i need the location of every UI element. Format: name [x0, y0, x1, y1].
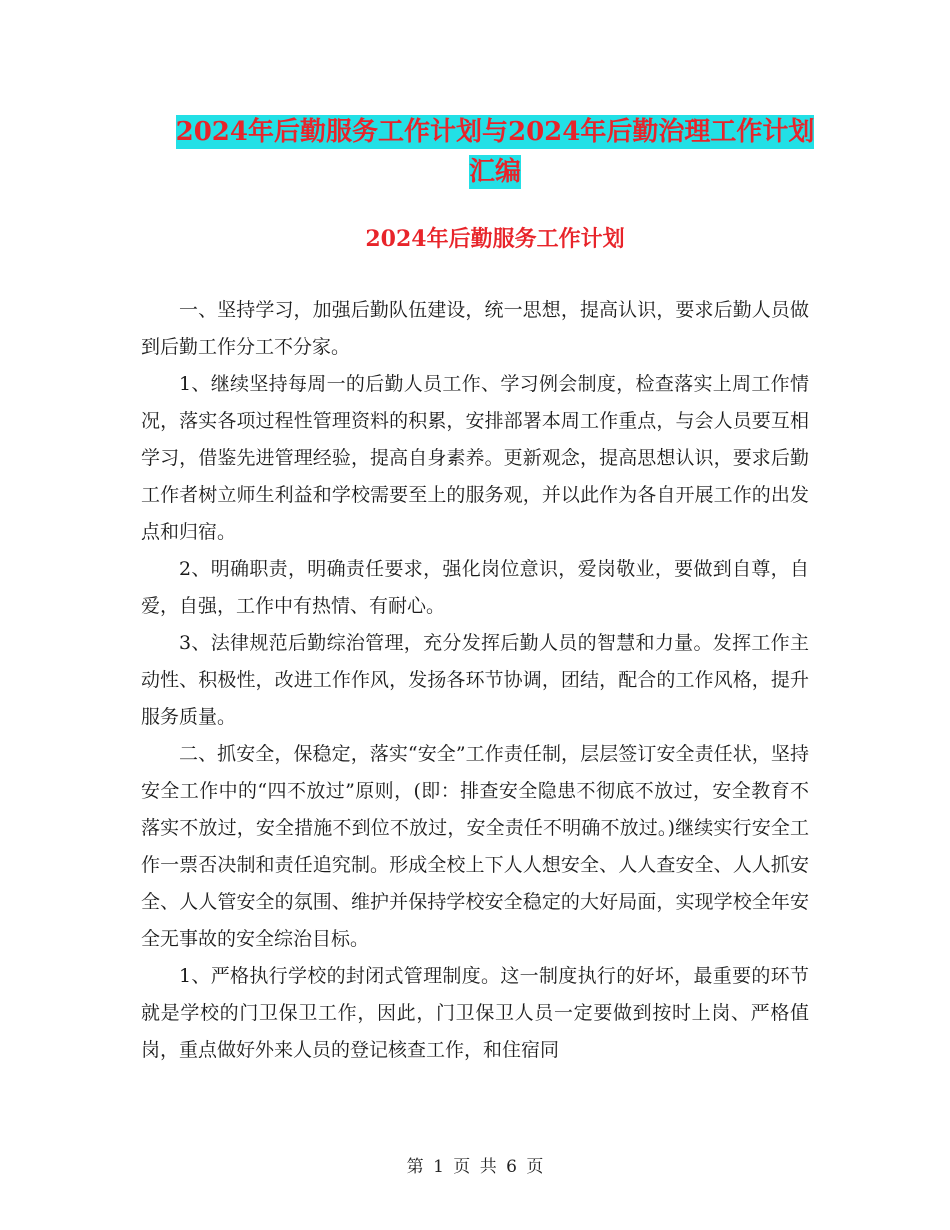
title-line-1: 2024年后勤服务工作计划与2024年后勤治理工作计划: [175, 117, 815, 147]
paragraph: 1、继续坚持每周一的后勤人员工作、学习例会制度，检查落实上周工作情况，落实各项过程性管理资料的积累，安排部署本周工作重点，与会人员要互相学习，借鉴先进管理经验，提高自身素养。更新观念，提高思想认识，要求后勤工作者树立师生利益和学校需要至上的服务观，并以此作为各自开展工作的出发点和归宿。: [141, 373, 809, 543]
section-title: 2024年后勤服务工作计划: [365, 226, 625, 252]
paragraph: 3、法律规范后勤综治管理，充分发挥后勤人员的智慧和力量。发挥工作主动性、积极性，改进工作作风，发扬各环节协调，团结，配合的工作风格，提升服务质量。: [141, 632, 809, 728]
paragraph: 1、严格执行学校的封闭式管理制度。这一制度执行的好坏，最重要的环节就是学校的门卫保卫工作，因此，门卫保卫人员一定要做到按时上岗、严格值岗，重点做好外来人员的登记核查工作，和住宿同: [141, 965, 809, 1061]
document-body: [141, 292, 809, 1069]
paragraph: 一、坚持学习，加强后勤队伍建设，统一思想，提高认识，要求后勤人员做到后勤工作分工不分家。: [141, 299, 809, 358]
page-footer: 第 1 页 共 6 页: [406, 1157, 544, 1177]
paragraph: 二、抓安全，保稳定，落实“安全”工作责任制，层层签订安全责任状，坚持安全工作中的“四不放过”原则，(即：排查安全隐患不彻底不放过，安全教育不落实不放过，安全措施不到位不放过，安全责任不明确不放过。)继续实行安全工作一票否决制和责任追究制。形成全校上下人人想安全、人人查安全、人人抓安全、人人管安全的氛围、维护并保持学校安全稳定的大好局面，实现学校全年安全无事故的安全综治目标。: [141, 743, 809, 950]
document-title: [150, 112, 840, 192]
title-line-2: 汇编: [468, 157, 521, 187]
paragraph: 2、明确职责，明确责任要求，强化岗位意识，爱岗敬业，要做到自尊，自爱，自强，工作中有热情、有耐心。: [141, 558, 809, 617]
